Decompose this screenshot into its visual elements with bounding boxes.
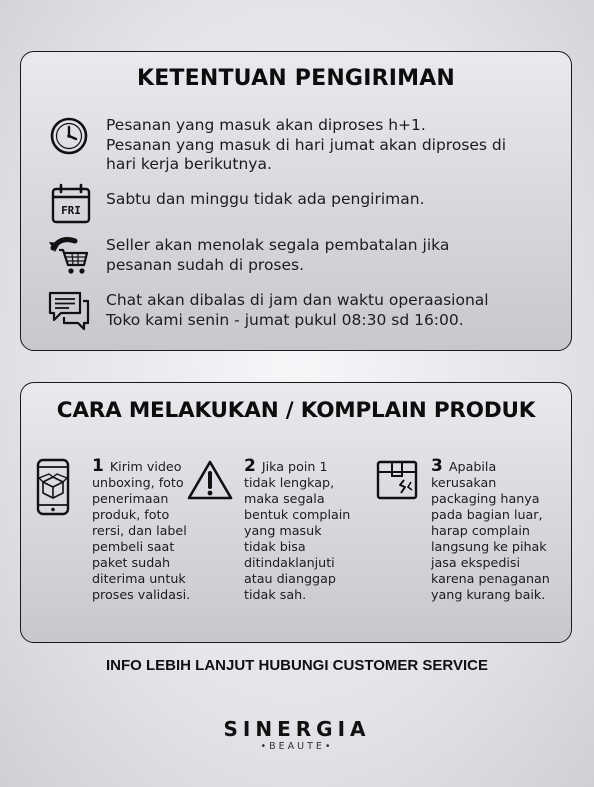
step-text: maka segala: [244, 491, 325, 506]
calendar-badge: FRI: [61, 204, 81, 217]
step-text: ditindaklanjuti: [244, 555, 335, 570]
step-text: Jika poin 1: [261, 459, 328, 474]
step-number: 3: [431, 456, 443, 476]
step-text: langsung ke pihak: [431, 539, 547, 554]
shipping-terms-title: KETENTUAN PENGIRIMAN: [136, 66, 456, 91]
step-text: pembeli saat: [92, 539, 175, 554]
rule-line: Seller akan menolak segala pembatalan jika: [106, 236, 450, 254]
rule-line: Pesanan yang masuk akan diproses h+1.: [106, 116, 426, 134]
cart-return-icon: [47, 234, 91, 278]
step-text: diterima untuk: [92, 571, 186, 586]
step-text: Apabila: [448, 459, 497, 474]
step-text: tidak sah.: [244, 587, 307, 602]
warning-icon: [187, 456, 233, 514]
step-text: kerusakan: [431, 475, 497, 490]
rule-line: Sabtu dan minggu tidak ada pengiriman.: [106, 190, 425, 208]
rule-line: Toko kami senin - jumat pukul 08:30 sd 16:00.: [106, 310, 464, 329]
chat-icon: [47, 289, 91, 333]
customer-service-info: INFO LEBIH LANJUT HUBUNGI CUSTOMER SERVICE: [106, 657, 488, 674]
step-text: packaging hanya: [431, 491, 540, 506]
rule-line: pesanan sudah di proses.: [106, 255, 305, 274]
step-text: Kirim video: [109, 459, 182, 474]
step-text: produk, foto: [92, 507, 170, 522]
step-text: tidak lengkap,: [244, 475, 335, 490]
calendar-icon: [49, 182, 93, 226]
phone-unboxing-icon: [35, 458, 81, 516]
damaged-box-icon: [375, 458, 421, 516]
rule-line: hari kerja berikutnya.: [106, 155, 272, 173]
step-text: penerimaan: [92, 491, 169, 506]
step-text: pada bagian luar,: [431, 507, 543, 522]
step-text: karena penaganan: [431, 571, 550, 586]
clock-icon: [47, 114, 91, 158]
brand-logo: SINERGIA: [223, 717, 371, 741]
step-text: harap complain: [431, 523, 530, 538]
brand-subtitle: •BEAUTE•: [260, 741, 334, 752]
step-text: yang kurang baik.: [431, 587, 546, 602]
shipping-terms-panel: [20, 51, 572, 351]
step-number: 2: [244, 456, 256, 476]
step-number: 1: [92, 456, 104, 476]
step-text: paket sudah: [92, 555, 171, 570]
step-text: unboxing, foto: [92, 475, 184, 490]
complaint-title: CARA MELAKUKAN / KOMPLAIN PRODUK: [56, 398, 536, 423]
complaint-panel: [20, 382, 572, 643]
step-text: proses validasi.: [92, 587, 191, 602]
step-text: atau dianggap: [244, 571, 336, 586]
step-text: yang masuk: [244, 523, 322, 538]
step-text: rersi, dan label: [92, 523, 187, 538]
step-text: bentuk complain: [244, 507, 351, 522]
step-text: jasa ekspedisi: [431, 555, 521, 570]
step-text: tidak bisa: [244, 539, 306, 554]
rule-line: Chat akan dibalas di jam dan waktu operaasional: [106, 291, 489, 309]
rule-line: Pesanan yang masuk di hari jumat akan diproses di: [106, 135, 507, 154]
